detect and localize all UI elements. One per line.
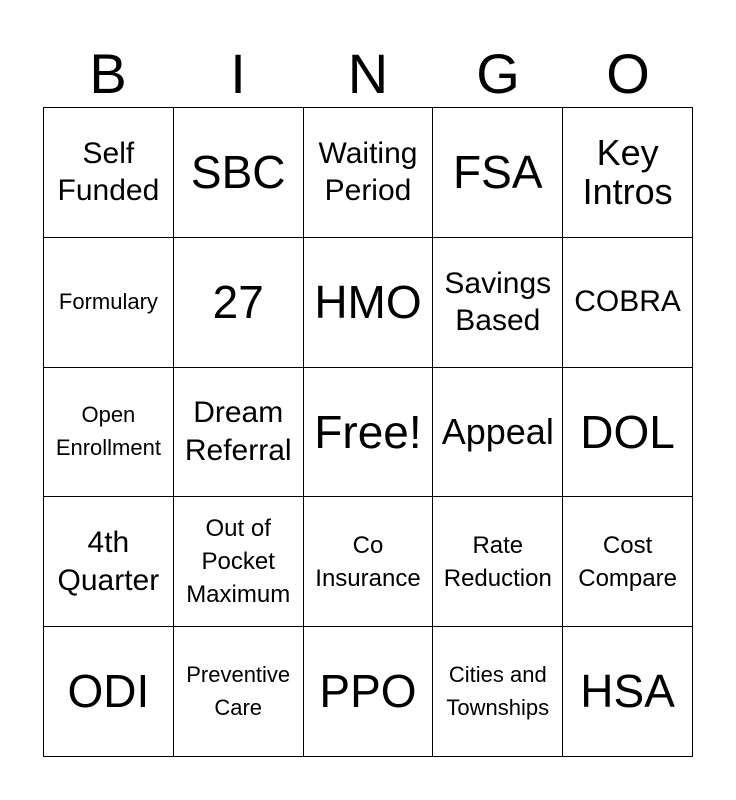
header-letter-b: B <box>89 42 127 105</box>
bingo-cell[interactable]: HSA <box>563 627 693 757</box>
bingo-cell[interactable]: Cost Compare <box>563 497 693 627</box>
bingo-cell[interactable]: Formulary <box>44 238 174 368</box>
bingo-cell[interactable]: Appeal <box>433 368 563 498</box>
bingo-cell[interactable]: Savings Based <box>433 238 563 368</box>
bingo-cell[interactable]: 4th Quarter <box>44 497 174 627</box>
bingo-cell[interactable]: ODI <box>44 627 174 757</box>
bingo-cell[interactable]: Waiting Period <box>304 108 434 238</box>
bingo-cell[interactable]: Open Enrollment <box>44 368 174 498</box>
bingo-free-space[interactable]: Free! <box>304 368 434 498</box>
bingo-cell[interactable]: HMO <box>304 238 434 368</box>
bingo-cell[interactable]: FSA <box>433 108 563 238</box>
header-letter-n: N <box>347 42 389 105</box>
header-letter-o: O <box>606 42 650 105</box>
bingo-cell[interactable]: Dream Referral <box>174 368 304 498</box>
header-letter-g: G <box>476 42 520 105</box>
bingo-cell[interactable]: COBRA <box>563 238 693 368</box>
bingo-cell[interactable]: Self Funded <box>44 108 174 238</box>
bingo-board <box>43 107 693 757</box>
bingo-cell[interactable]: 27 <box>174 238 304 368</box>
bingo-cell[interactable]: SBC <box>174 108 304 238</box>
bingo-cell[interactable]: Cities and Townships <box>433 627 563 757</box>
bingo-cell[interactable]: Out of Pocket Maximum <box>174 497 304 627</box>
bingo-cell[interactable]: PPO <box>304 627 434 757</box>
header-letter-i: I <box>230 42 246 105</box>
bingo-header <box>43 40 693 108</box>
bingo-cell[interactable]: Preventive Care <box>174 627 304 757</box>
bingo-cell[interactable]: Key Intros <box>563 108 693 238</box>
bingo-cell[interactable]: DOL <box>563 368 693 498</box>
bingo-cell[interactable]: Co Insurance <box>304 497 434 627</box>
bingo-cell[interactable]: Rate Reduction <box>433 497 563 627</box>
